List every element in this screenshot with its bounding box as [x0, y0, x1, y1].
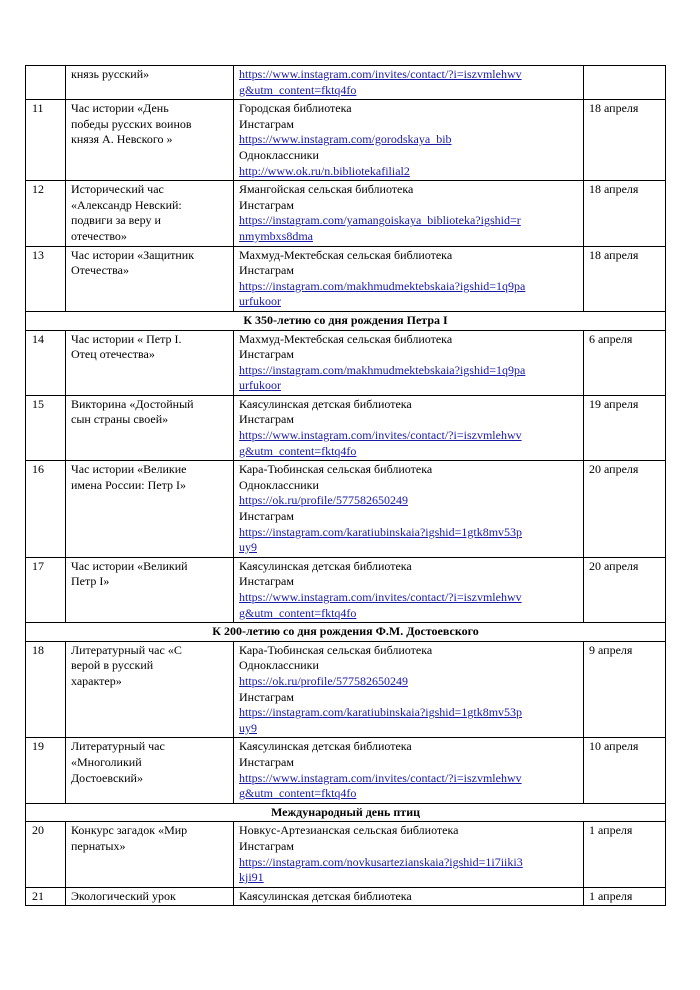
social-link[interactable]: https://instagram.com/yamangoiskaya_biblioteka?igshid=r — [239, 213, 521, 228]
table-row — [26, 246, 666, 311]
social-link[interactable]: http://www.ok.ru/n.bibliotekafilial2 — [239, 163, 410, 178]
event-title-line: победы русских воинов — [71, 116, 192, 131]
row-number: 13 — [26, 246, 66, 311]
row-number: 15 — [26, 395, 66, 460]
event-title-line: «Александр Невский: — [71, 197, 182, 212]
event-title — [66, 557, 234, 622]
section-title: К 350-летию со дня рождения Петра I — [26, 311, 666, 330]
social-link[interactable]: g&utm_content=fktq4fo — [239, 786, 357, 801]
table-row — [26, 887, 666, 906]
social-link[interactable]: g&utm_content=fktq4fo — [239, 443, 357, 458]
row-number: 19 — [26, 738, 66, 803]
event-date: 6 апреля — [584, 330, 666, 395]
row-number: 17 — [26, 557, 66, 622]
venue-text: Каясулинская детская библиотека — [239, 396, 412, 411]
venue-text: Одноклассники — [239, 147, 319, 162]
venue-cell — [234, 395, 584, 460]
social-link[interactable]: uy9 — [239, 720, 257, 735]
social-link[interactable]: https://instagram.com/karatiubinskaia?igshid=1gtk8mv53p — [239, 705, 523, 720]
section-header-row — [26, 311, 666, 330]
social-link[interactable]: nmymbxs8dma — [239, 228, 313, 243]
event-title-line: Час истории «День — [71, 101, 169, 116]
social-link[interactable]: https://www.instagram.com/gorodskaya_bib — [239, 132, 452, 147]
venue-text: Махмуд-Мектебская сельская библиотека — [239, 247, 453, 262]
event-title — [66, 66, 234, 100]
table-row — [26, 822, 666, 887]
events-table — [25, 65, 666, 906]
venue-cell — [234, 738, 584, 803]
event-title-line: Литературный час — [71, 739, 165, 754]
venue-cell — [234, 100, 584, 181]
event-title-line: Петр I» — [71, 574, 110, 589]
social-link[interactable]: https://ok.ru/profile/577582650249 — [239, 493, 408, 508]
event-title — [66, 100, 234, 181]
venue-text: Махмуд-Мектебская сельская библиотека — [239, 331, 453, 346]
event-date: 10 апреля — [584, 738, 666, 803]
social-link[interactable]: https://instagram.com/novkusartezianskaia?igshid=1i7iiki3 — [239, 854, 523, 869]
section-title: Международный день птиц — [26, 803, 666, 822]
venue-cell — [234, 461, 584, 558]
event-title — [66, 181, 234, 246]
event-date: 1 апреля — [584, 822, 666, 887]
venue-cell — [234, 557, 584, 622]
table-row — [26, 557, 666, 622]
venue-text: Одноклассники — [239, 658, 319, 673]
social-link[interactable]: https://ok.ru/profile/577582650249 — [239, 673, 408, 688]
event-title-line: Экологический урок — [71, 888, 176, 903]
section-header-row — [26, 623, 666, 642]
venue-text: Кара-Тюбинская сельская библиотека — [239, 642, 433, 657]
event-title-line: Час истории «Великие — [71, 462, 187, 477]
social-link[interactable]: https://instagram.com/makhmudmektebskaia?igshid=1q9pa — [239, 362, 526, 377]
row-number: 16 — [26, 461, 66, 558]
row-number: 12 — [26, 181, 66, 246]
event-title — [66, 246, 234, 311]
row-number: 18 — [26, 641, 66, 738]
venue-text: Инстаграм — [239, 347, 294, 362]
venue-text: Инстаграм — [239, 116, 294, 131]
event-title-line: Час истории «Защитник — [71, 247, 195, 262]
section-title: К 200-летию со дня рождения Ф.М. Достоевского — [26, 623, 666, 642]
social-link[interactable]: urfukoor — [239, 294, 281, 309]
venue-text: Инстаграм — [239, 754, 294, 769]
social-link[interactable]: uy9 — [239, 540, 257, 555]
event-date: 9 апреля — [584, 641, 666, 738]
venue-text: Инстаграм — [239, 509, 294, 524]
venue-text: Ямангойская сельская библиотека — [239, 182, 414, 197]
event-date: 18 апреля — [584, 100, 666, 181]
table-row — [26, 395, 666, 460]
venue-cell — [234, 887, 584, 906]
event-title-line: «Многоликий — [71, 754, 142, 769]
venue-text: Инстаграм — [239, 838, 294, 853]
event-title-line: пернатых» — [71, 838, 126, 853]
event-title-line: характер» — [71, 673, 122, 688]
venue-text: Каясулинская детская библиотека — [239, 558, 412, 573]
venue-text: Инстаграм — [239, 197, 294, 212]
venue-text: Инстаграм — [239, 689, 294, 704]
social-link[interactable]: https://www.instagram.com/invites/contact/?i=iszvmlehwv — [239, 67, 522, 81]
event-title — [66, 461, 234, 558]
social-link[interactable]: g&utm_content=fktq4fo — [239, 605, 357, 620]
venue-text: Кара-Тюбинская сельская библиотека — [239, 462, 433, 477]
venue-text: Каясулинская детская библиотека — [239, 888, 412, 903]
event-title-line: Достоевский» — [71, 770, 143, 785]
event-title — [66, 641, 234, 738]
venue-text: Одноклассники — [239, 477, 319, 492]
event-title-line: Отечества» — [71, 263, 130, 278]
venue-text: Новкус-Артезианская сельская библиотека — [239, 823, 459, 838]
event-date: 1 апреля — [584, 887, 666, 906]
event-title-line: имена России: Петр I» — [71, 477, 186, 492]
social-link[interactable]: https://instagram.com/makhmudmektebskaia?igshid=1q9pa — [239, 278, 526, 293]
event-title — [66, 330, 234, 395]
venue-text: Инстаграм — [239, 263, 294, 278]
social-link[interactable]: g&utm_content=fktq4fo — [239, 82, 357, 97]
table-row — [26, 738, 666, 803]
row-number: 20 — [26, 822, 66, 887]
social-link[interactable]: https://instagram.com/karatiubinskaia?igshid=1gtk8mv53p — [239, 524, 523, 539]
event-title — [66, 887, 234, 906]
venue-cell — [234, 822, 584, 887]
table-row — [26, 461, 666, 558]
event-date — [584, 66, 666, 100]
social-link[interactable]: urfukoor — [239, 378, 281, 393]
venue-text: Инстаграм — [239, 412, 294, 427]
event-title — [66, 395, 234, 460]
event-title-line: сын страны своей» — [71, 412, 169, 427]
event-date: 20 апреля — [584, 557, 666, 622]
event-title-line: отечество» — [71, 228, 127, 243]
event-title-line: Викторина «Достойный — [71, 396, 194, 411]
table-row — [26, 100, 666, 181]
event-title-line: верой в русский — [71, 658, 154, 673]
event-title — [66, 822, 234, 887]
table-row — [26, 181, 666, 246]
venue-text: Каясулинская детская библиотека — [239, 739, 412, 754]
event-title-line: Литературный час «С — [71, 642, 182, 657]
event-date: 19 апреля — [584, 395, 666, 460]
venue-text: Инстаграм — [239, 574, 294, 589]
event-title-line: Час истории «Великий — [71, 558, 188, 573]
venue-cell — [234, 246, 584, 311]
social-link[interactable]: https://www.instagram.com/invites/contact/?i=iszvmlehwv — [239, 770, 522, 785]
row-number: 11 — [26, 100, 66, 181]
event-title-line: князь русский» — [71, 67, 150, 81]
venue-cell — [234, 330, 584, 395]
row-number — [26, 66, 66, 100]
event-title-line: Исторический час — [71, 182, 164, 197]
event-title-line: князя А. Невского » — [71, 132, 173, 147]
social-link[interactable]: https://www.instagram.com/invites/contact/?i=iszvmlehwv — [239, 428, 522, 443]
table-row — [26, 641, 666, 738]
venue-cell — [234, 66, 584, 100]
event-title-line: Отец отечества» — [71, 347, 155, 362]
event-title — [66, 738, 234, 803]
social-link[interactable]: https://www.instagram.com/invites/contact/?i=iszvmlehwv — [239, 590, 522, 604]
event-title-line: подвиги за веру и — [71, 213, 161, 228]
social-link[interactable]: kji91 — [239, 870, 264, 885]
row-number: 21 — [26, 887, 66, 906]
table-row — [26, 66, 666, 100]
event-date: 18 апреля — [584, 246, 666, 311]
event-date: 20 апреля — [584, 461, 666, 558]
table-row — [26, 330, 666, 395]
event-title-line: Час истории « Петр I. — [71, 331, 182, 346]
row-number: 14 — [26, 330, 66, 395]
venue-cell — [234, 641, 584, 738]
venue-cell — [234, 181, 584, 246]
venue-text: Городская библиотека — [239, 101, 352, 116]
event-date: 18 апреля — [584, 181, 666, 246]
event-title-line: Конкурс загадок «Мир — [71, 823, 188, 838]
section-header-row — [26, 803, 666, 822]
